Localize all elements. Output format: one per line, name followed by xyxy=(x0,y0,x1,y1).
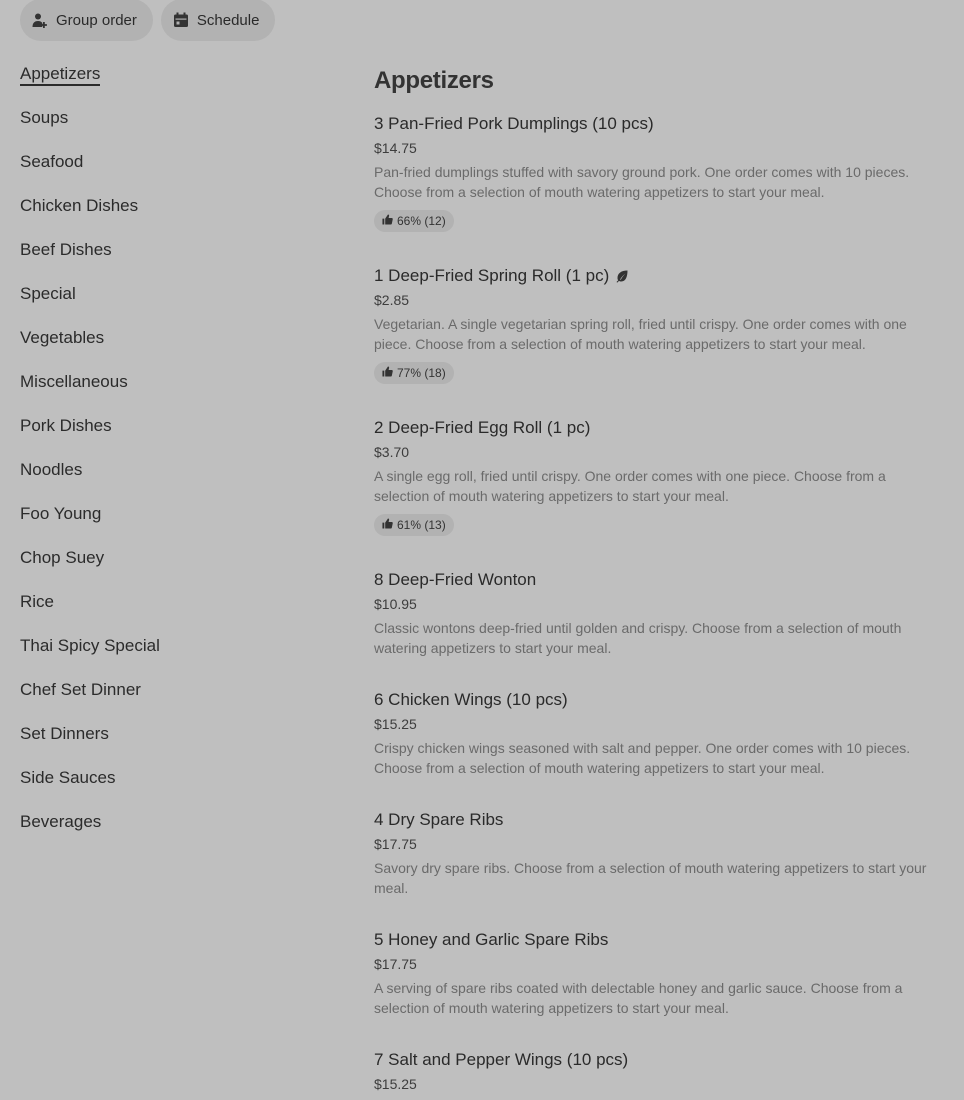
sidebar-item-chef-set-dinner[interactable] xyxy=(20,678,320,722)
sidebar-item-label: Beef Dishes xyxy=(20,240,112,259)
menu-item-price: $14.75 xyxy=(374,140,417,156)
sidebar-item-rice[interactable] xyxy=(20,590,320,634)
rating-badge xyxy=(374,362,454,384)
menu-item-description: A serving of spare ribs coated with delectable honey and garlic sauce. Choose from a selection of mouth watering appetizers to start your meal. xyxy=(374,980,903,1016)
schedule-label: Schedule xyxy=(196,11,260,29)
sidebar-item-chop-suey[interactable] xyxy=(20,546,320,590)
thumbs-up-icon xyxy=(382,214,393,228)
sidebar-item-chicken-dishes[interactable] xyxy=(20,194,320,238)
menu-item[interactable] xyxy=(374,808,944,928)
menu-item-description: Pan-fried dumplings stuffed with savory ground pork. One order comes with 10 pieces. Choose from a selection of mouth watering appetizers to start your meal. xyxy=(374,164,910,200)
group-order-button[interactable] xyxy=(20,0,153,41)
menu-item-price: $17.75 xyxy=(374,836,417,852)
menu-item-description: Classic wontons deep-fried until golden and crispy. Choose from a selection of mouth watering appetizers to start your meal. xyxy=(374,620,902,656)
thumbs-up-icon xyxy=(382,518,393,532)
rating-badge xyxy=(374,210,454,232)
sidebar-item-seafood[interactable] xyxy=(20,150,320,194)
sidebar-item-label: Thai Spicy Special xyxy=(20,636,160,655)
sidebar-item-foo-young[interactable] xyxy=(20,502,320,546)
menu-item-name: 5 Honey and Garlic Spare Ribs xyxy=(374,930,609,949)
menu-item-name: 8 Deep-Fried Wonton xyxy=(374,570,537,589)
section-title: Appetizers xyxy=(374,67,494,94)
sidebar-item-label: Chef Set Dinner xyxy=(20,680,141,699)
sidebar-item-label: Set Dinners xyxy=(20,724,109,743)
sidebar-item-pork-dishes[interactable] xyxy=(20,414,320,458)
sidebar-item-label: Noodles xyxy=(20,460,83,479)
menu-item[interactable] xyxy=(374,1048,944,1098)
menu-item-description: Crispy chicken wings seasoned with salt and pepper. One order comes with 10 pieces. Choose from a selection of mouth watering appetizers to start your meal. xyxy=(374,740,911,776)
menu-item-price: $3.70 xyxy=(374,444,410,460)
menu-item[interactable] xyxy=(374,416,944,568)
menu-item-price: $10.95 xyxy=(374,596,417,612)
top-actions xyxy=(20,0,275,41)
sidebar-item-label: Foo Young xyxy=(20,504,102,523)
menu-item-name: 1 Deep-Fried Spring Roll (1 pc) xyxy=(374,264,944,288)
sidebar-item-miscellaneous[interactable] xyxy=(20,370,320,414)
menu-item-name: 7 Salt and Pepper Wings (10 pcs) xyxy=(374,1050,629,1069)
sidebar-item-side-sauces[interactable] xyxy=(20,766,320,810)
calendar-icon xyxy=(173,12,189,28)
menu-item-name: 6 Chicken Wings (10 pcs) xyxy=(374,690,568,709)
sidebar-item-label: Soups xyxy=(20,108,69,127)
menu-item-price: $15.25 xyxy=(374,1076,417,1092)
sidebar-item-soups[interactable] xyxy=(20,106,320,150)
menu-item-name: 2 Deep-Fried Egg Roll (1 pc) xyxy=(374,418,591,437)
rating-text: 66% (12) xyxy=(397,214,446,228)
menu-section xyxy=(374,64,944,1098)
schedule-button[interactable] xyxy=(161,0,276,41)
rating-text: 77% (18) xyxy=(397,366,446,380)
thumbs-up-icon xyxy=(382,366,393,380)
category-sidebar xyxy=(20,62,320,854)
menu-item-price: $15.25 xyxy=(374,716,417,732)
sidebar-item-beef-dishes[interactable] xyxy=(20,238,320,282)
sidebar-item-noodles[interactable] xyxy=(20,458,320,502)
sidebar-item-vegetables[interactable] xyxy=(20,326,320,370)
sidebar-item-label: Beverages xyxy=(20,812,102,831)
menu-item[interactable] xyxy=(374,112,944,264)
menu-item-description: Vegetarian. A single vegetarian spring roll, fried until crispy. One order comes with one piece. Choose from a selection of mouth watering appetizers to start your meal. xyxy=(374,316,907,352)
sidebar-item-label: Chicken Dishes xyxy=(20,196,139,215)
sidebar-item-label: Pork Dishes xyxy=(20,416,112,435)
sidebar-item-label: Seafood xyxy=(20,152,84,171)
leaf-icon xyxy=(615,269,629,283)
rating-badge xyxy=(374,514,454,536)
menu-item[interactable] xyxy=(374,688,944,808)
add-person-icon xyxy=(32,12,48,28)
sidebar-item-label: Vegetables xyxy=(20,328,105,347)
menu-item-name: 4 Dry Spare Ribs xyxy=(374,810,504,829)
sidebar-item-set-dinners[interactable] xyxy=(20,722,320,766)
sidebar-item-label: Chop Suey xyxy=(20,548,105,567)
sidebar-item-thai-spicy-special[interactable] xyxy=(20,634,320,678)
group-order-label: Group order xyxy=(56,11,137,29)
sidebar-item-label: Appetizers xyxy=(20,64,100,86)
sidebar-item-label: Special xyxy=(20,284,76,303)
menu-item[interactable] xyxy=(374,264,944,416)
sidebar-item-label: Miscellaneous xyxy=(20,372,128,391)
menu-item-description: Savory dry spare ribs. Choose from a selection of mouth watering appetizers to start your meal. xyxy=(374,860,927,896)
menu-item-name: 3 Pan-Fried Pork Dumplings (10 pcs) xyxy=(374,114,654,133)
menu-item-price: $2.85 xyxy=(374,292,410,308)
menu-item[interactable] xyxy=(374,568,944,688)
sidebar-item-appetizers[interactable] xyxy=(20,62,320,106)
menu-item-price: $17.75 xyxy=(374,956,417,972)
sidebar-item-label: Side Sauces xyxy=(20,768,116,787)
sidebar-item-beverages[interactable] xyxy=(20,810,320,854)
sidebar-item-label: Rice xyxy=(20,592,55,611)
sidebar-item-special[interactable] xyxy=(20,282,320,326)
menu-item[interactable] xyxy=(374,928,944,1048)
menu-item-description: A single egg roll, fried until crispy. One order comes with one piece. Choose from a selection of mouth watering appetizers to start your meal. xyxy=(374,468,886,504)
rating-text: 61% (13) xyxy=(397,518,446,532)
